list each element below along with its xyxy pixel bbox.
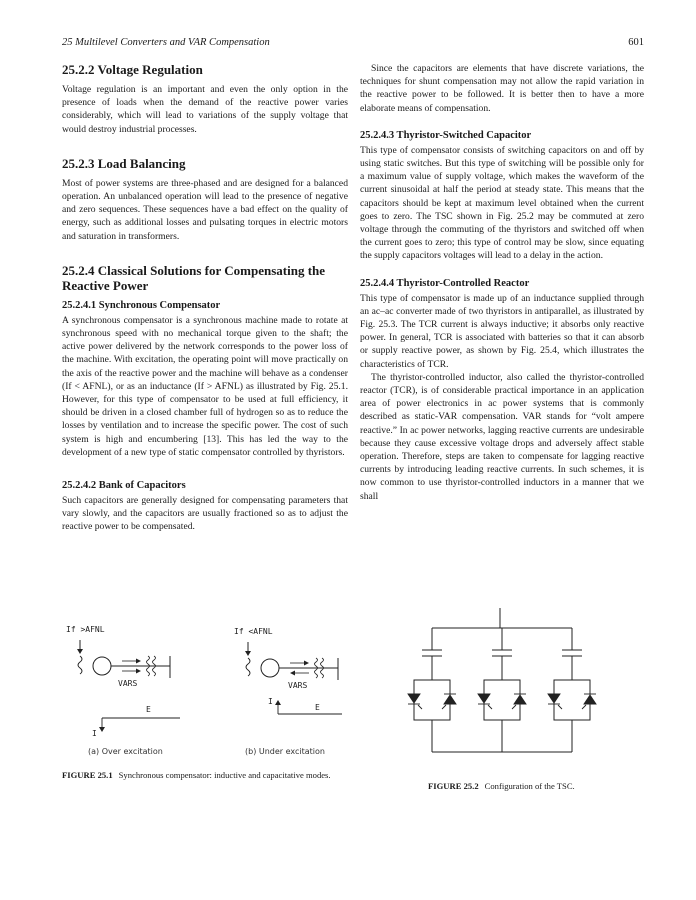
figure2-caption (428, 781, 628, 792)
left-column (62, 62, 348, 534)
label-vars-a: VARS (118, 679, 138, 688)
label-e-a: E (146, 705, 151, 714)
figure-synchronous-compensator (62, 620, 352, 760)
paragraph-synchronous-compensator: A synchronous compensator is a synchronous machine made to rotate at synchronous speed with no mechanical torque given to the shaft; the active power delivered by the network corresponds to the power loss of the machine. With excitation, the operating point will move practically on the axis of the reactive power and the machine will behave as a condenser (If < AFNL), or as an inductance (If > AFNL) as illustrated by Fig. 25.1. However, for this type of compensator to be used at full efficiency, it should be driven in a closed chamber full of hydrogen so as to reduce the losses by ventilation and to increase the specific power. The cost of such system is high and encumbering [13]. This has led the way to the development of a new type of static compensator controlled by thyristors. (62, 314, 348, 458)
paragraph-capacitor-variation: Since the capacitors are elements that have discrete variations, the techniques for shunt compensation may not allow the rapid variation in the reactive power to be followed. It is better then to have a more elaborate means of compensation. (360, 63, 644, 114)
subsection-title-synchronous-compensator: 25.2.4.1 Synchronous Compensator (62, 299, 221, 311)
subsection-title-bank-of-capacitors: 25.2.4.2 Bank of Capacitors (62, 480, 186, 492)
label-e-b: E (315, 703, 320, 712)
section-title-voltage-regulation: 25.2.2 Voltage Regulation (62, 62, 203, 77)
paragraph-tcr-1: This type of compensator is made up of an inductance supplied through an ac–ac converter made of two thyristors in antiparallel, as illustrated by Fig. 25.3. The TCR current is always inductive; it absorbs only reactive power. In general, TCR is associated with batteries so that it can absorb or supply reactive power, as shown by Fig. 25.4, which illustrates the characteristics of TCR. (360, 292, 644, 370)
running-header: 25 Multilevel Converters and VAR Compensation (62, 37, 270, 48)
figure1-caption (62, 770, 352, 781)
paragraph-load-balancing: Most of power systems are three-phased and are designed for a balanced operation. An unbalanced operation will lead to the presence of negative and zero sequences. These sequences have a bad effect on the quality of energy, such as additional losses and pulsating torques in electric motors and saturation in transformers. (62, 177, 348, 242)
section-title-classical-solutions: 25.2.4 Classical Solutions for Compensating the Reactive Power (62, 262, 326, 293)
subsection-title-tsc: 25.2.4.3 Thyristor-Switched Capacitor (360, 129, 532, 141)
paragraph-bank-of-capacitors: Such capacitors are generally designed for compensating parameters that vary slowly, and the capacitors are usually fractioned so as to adjust the reactive power to be compensated. (62, 495, 348, 533)
panel-under-excitation (234, 627, 342, 756)
figure2-caption-label: FIGURE 25.2 (428, 781, 479, 791)
figure1-caption-text: Synchronous compensator: inductive and capacitative modes. (118, 770, 331, 780)
paragraph-voltage-regulation: Voltage regulation is an important and even the only option in the presence of loads when the demand of the reactive power varies considerably, which will lead to variations of the supply voltage that would destroy industrial processes. (62, 84, 348, 135)
label-if-greater: If >AFNL (66, 625, 105, 634)
paragraph-tsc: This type of compensator consists of switching capacitors on and off by using static switches. But this type of switching will be possible only for a maximum value of supply voltage, which makes the waveform of the current sinusoidal at half the period at steady state. This means that the capacitors should be kept at maximum level obtained when the current goes to zero. The TSC shown in Fig. 25.2 may be commuted at zero voltage through the commuting of the thyristors and switched off when the current goes to zero; this type of control may be slow, since equating the supply capacitors voltages will lead to a delay in the action. (360, 144, 644, 262)
caption-under-excitation: (b) Under excitation (245, 747, 325, 756)
figure1-caption-label: FIGURE 25.1 (62, 770, 113, 780)
page-number: 601 (628, 37, 644, 48)
figure2-caption-text: Configuration of the TSC. (484, 781, 575, 791)
caption-over-excitation: (a) Over excitation (88, 747, 163, 756)
label-i-b: I (268, 697, 273, 706)
label-if-less: If <AFNL (234, 627, 273, 636)
paragraph-tcr-2: The thyristor-controlled inductor, also called the thyristor-controlled reactor (TCR), is of considerable practical importance in an application area of power electronics in ac power systems that is commonly described as static-VAR compensation. VAR stands for “volt ampere reactive.” In ac power networks, lagging reactive currents are undesirable because they cause excessive voltage drops and adversely affect stable operation. Therefore, steps are taken to compensate for lagging reactive currents by introducing leading reactive currents. In such schemes, it is now common to use thyristor-controlled inductors in a manner that we shall (360, 371, 644, 502)
label-vars-b: VARS (288, 681, 308, 690)
figure-tsc-configuration (392, 604, 602, 776)
subsection-title-tcr: 25.2.4.4 Thyristor-Controlled Reactor (360, 277, 530, 289)
panel-over-excitation (66, 625, 180, 756)
section-title-load-balancing: 25.2.3 Load Balancing (62, 155, 186, 171)
label-i-a: I (92, 729, 97, 738)
right-column (360, 62, 644, 503)
